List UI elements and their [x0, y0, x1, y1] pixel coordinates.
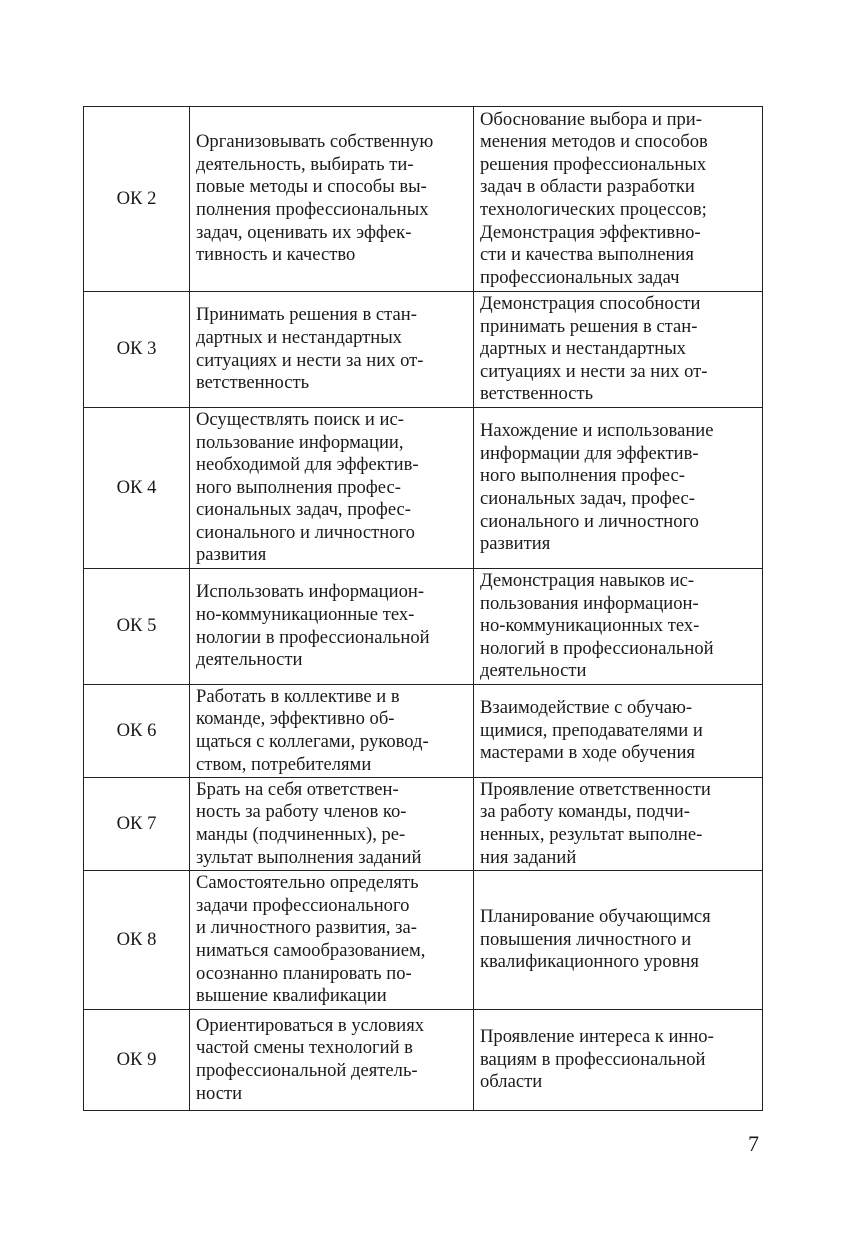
text-line: Использовать информацион- — [196, 581, 425, 603]
text-line: дартных и нестандартных — [480, 338, 686, 360]
performance-indicator — [474, 408, 763, 569]
text-line: необходимой для эффектив- — [196, 454, 419, 476]
text-line: Проявление ответственности — [480, 778, 711, 800]
text-line: Организовывать собственную — [196, 131, 434, 153]
table-row — [84, 107, 763, 292]
page-number: 7 — [748, 1131, 759, 1156]
text-line: Нахождение и использование — [480, 420, 714, 442]
competence-text — [190, 1010, 474, 1111]
text-line: щимися, преподавателями и — [480, 719, 703, 741]
text-line: области — [480, 1071, 543, 1093]
text-line: ситуациях и нести за них от- — [196, 349, 424, 371]
text-line: деятельности — [196, 649, 303, 671]
performance-indicator — [474, 778, 763, 871]
text-line: ветственность — [196, 372, 310, 394]
text-line: Самостоятельно определять — [196, 872, 419, 894]
text-line: профессиональных задач — [480, 266, 680, 288]
text-line: Работать в коллективе и в — [196, 685, 400, 707]
competence-code: ОК 7 — [84, 778, 190, 871]
text-line: ством, потребителями — [196, 753, 372, 775]
text-line: дартных и нестандартных — [196, 326, 402, 348]
text-line: Осуществлять поиск и ис- — [196, 408, 404, 430]
text-line: вациям в профессиональной — [480, 1048, 706, 1070]
table-row — [84, 685, 763, 778]
text-line: но-коммуникационных тех- — [480, 615, 700, 637]
text-line: профессиональной деятель- — [196, 1060, 418, 1081]
competence-code: ОК 9 — [84, 1010, 190, 1111]
competence-text — [190, 778, 474, 871]
competence-code: ОК 3 — [84, 292, 190, 408]
text-line: деятельности — [480, 660, 587, 682]
performance-indicator — [474, 107, 763, 292]
text-line: ситуациях и нести за них от- — [480, 360, 708, 382]
competence-code: ОК 6 — [84, 685, 190, 778]
text-line: сионального и личностного — [480, 510, 699, 532]
text-line: щаться с коллегами, руковод- — [196, 731, 429, 752]
table-row — [84, 871, 763, 1010]
text-line: Взаимодействие с обучаю- — [480, 697, 693, 719]
competence-text — [190, 292, 474, 408]
text-line: ветственность — [480, 383, 594, 405]
competence-code: ОК 8 — [84, 871, 190, 1010]
text-line: сиональных задач, профес- — [480, 488, 695, 509]
text-line: вышение квалификации — [196, 985, 387, 1007]
text-line: нологии в профессиональной — [196, 626, 430, 648]
text-line: сти и качества выполнения — [480, 244, 694, 266]
competence-text — [190, 569, 474, 685]
text-line: сионального и личностного — [196, 521, 415, 543]
text-line: мастерами в ходе обучения — [480, 742, 695, 764]
text-line: и личностного развития, за- — [196, 917, 417, 939]
text-line: принимать решения в стан- — [480, 315, 698, 337]
performance-indicator — [474, 1010, 763, 1111]
text-line: ненных, результат выполне- — [480, 824, 703, 845]
text-line: пользования информацион- — [480, 592, 699, 614]
text-line: Демонстрация навыков ис- — [480, 570, 695, 592]
competence-code: ОК 2 — [84, 107, 190, 292]
text-line: ности — [196, 1082, 243, 1104]
table-row — [84, 292, 763, 408]
performance-indicator — [474, 871, 763, 1010]
competence-code: ОК 5 — [84, 569, 190, 685]
text-line: решения профессиональных — [480, 153, 707, 175]
competencies-table — [83, 106, 763, 1111]
text-line: менения методов и способов — [480, 131, 708, 153]
text-line: Брать на себя ответствен- — [196, 778, 399, 800]
text-line: повые методы и способы вы- — [196, 176, 427, 198]
text-line: ного выполнения профес- — [480, 465, 685, 487]
text-line: развития — [196, 544, 267, 566]
competence-text — [190, 107, 474, 292]
competence-code: ОК 4 — [84, 408, 190, 569]
text-line: задач в области разработки — [480, 176, 695, 198]
text-line: за работу команды, подчи- — [480, 801, 690, 823]
competence-text — [190, 685, 474, 778]
text-line: Демонстрация эффективно- — [480, 221, 701, 243]
text-line: зультат выполнения заданий — [196, 846, 422, 868]
table-row — [84, 1010, 763, 1111]
text-line: повышения личностного и — [480, 928, 692, 950]
text-line: информации для эффектив- — [480, 442, 699, 464]
text-line: сиональных задач, профес- — [196, 499, 411, 521]
text-line: Проявление интереса к инно- — [480, 1026, 714, 1048]
table-row — [84, 778, 763, 871]
performance-indicator — [474, 569, 763, 685]
text-line: Принимать решения в стан- — [196, 304, 417, 326]
text-line: развития — [480, 533, 551, 555]
text-line: квалификационного уровня — [480, 951, 699, 973]
text-line: нологий в профессиональной — [480, 637, 714, 659]
text-line: но-коммуникационные тех- — [196, 603, 415, 625]
text-line: Демонстрация способности — [480, 293, 701, 315]
text-line: манды (подчиненных), ре- — [196, 824, 406, 845]
performance-indicator — [474, 685, 763, 778]
text-line: ния заданий — [480, 846, 577, 868]
text-line: технологических процессов; — [480, 199, 707, 220]
table-row — [84, 569, 763, 685]
text-line: Обоснование выбора и при- — [480, 108, 702, 130]
text-line: Ориентироваться в условиях — [196, 1014, 425, 1036]
text-line: частой смены технологий в — [196, 1037, 413, 1059]
text-line: Планирование обучающимся — [480, 906, 711, 928]
table-row — [84, 408, 763, 569]
text-line: тивность и качество — [196, 244, 356, 266]
competence-text — [190, 408, 474, 569]
text-line: задач, оценивать их эффек- — [196, 221, 412, 243]
text-line: ниматься самообразованием, — [196, 940, 426, 961]
text-line: ность за работу членов ко- — [196, 801, 407, 823]
text-line: осознанно планировать по- — [196, 962, 412, 984]
text-line: ного выполнения профес- — [196, 476, 401, 498]
competence-text — [190, 871, 474, 1010]
text-line: пользование информации, — [196, 431, 404, 453]
text-line: команде, эффективно об- — [196, 708, 395, 730]
performance-indicator — [474, 292, 763, 408]
text-line: полнения профессиональных — [196, 199, 429, 220]
text-line: деятельность, выбирать ти- — [196, 153, 414, 175]
text-line: задачи профессионального — [196, 894, 410, 916]
